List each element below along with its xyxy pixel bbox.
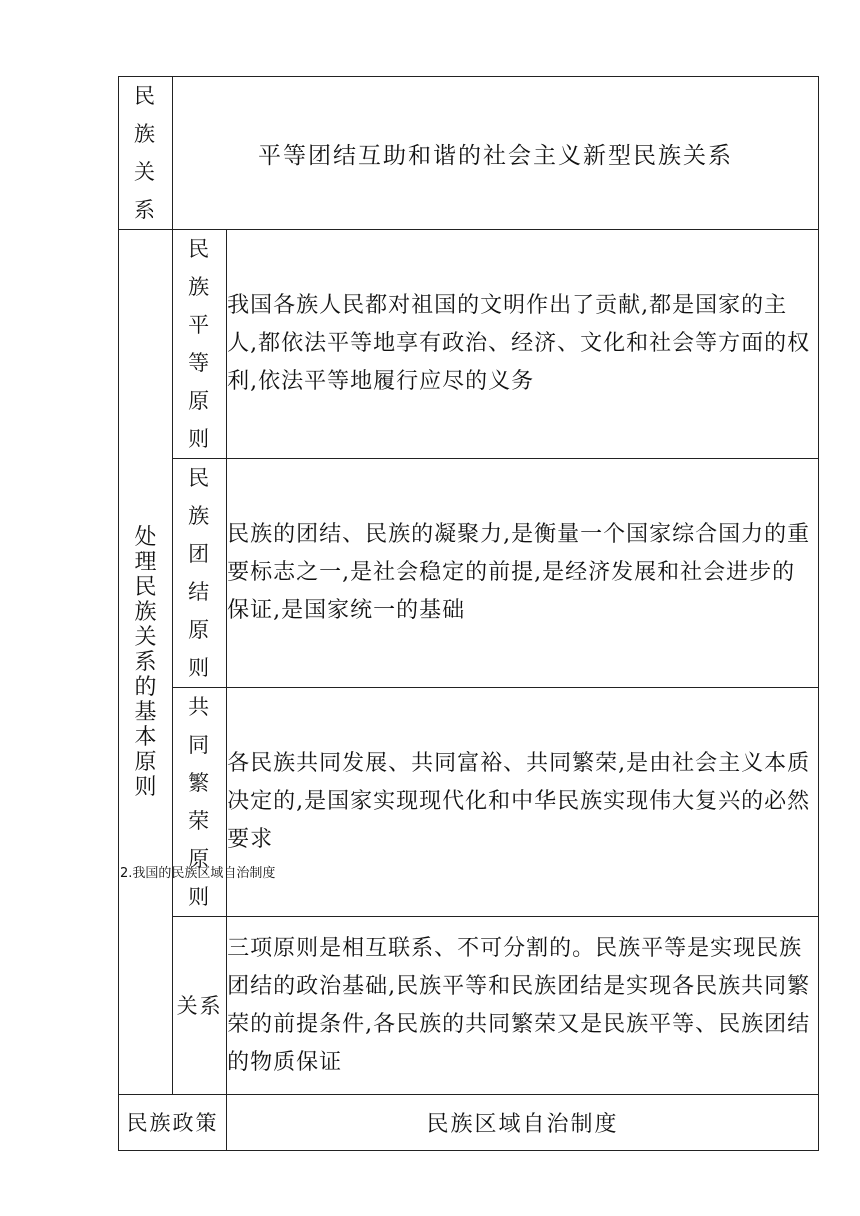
table-row: [119, 1095, 819, 1151]
principles-label-cell: [119, 230, 173, 1095]
table-row: [119, 459, 819, 688]
row-label-cell: [173, 917, 227, 1095]
row-label-cell: [173, 459, 227, 688]
row-text-unity: 民族的团结、民族的凝聚力,是衡量一个国家综合国力的重要标志之一,是社会稳定的前提,是经济发展和社会进步的保证,是国家统一的基础: [227, 459, 819, 688]
relation-label-cell: [119, 77, 173, 230]
row-text-equality: 我国各族人民都对祖国的文明作出了贡献,都是国家的主人,都依法平等地享有政治、经济、文化和社会等方面的权利,依法平等地履行应尽的义务: [227, 230, 819, 459]
row-text-relation: 三项原则是相互联系、不可分割的。民族平等是实现民族团结的政治基础,民族平等和民族团结是实现各民族共同繁荣的前提条件,各民族的共同繁荣又是民族平等、民族团结的物质保证: [227, 917, 819, 1095]
footnote: 2.我国的民族区域自治制度: [120, 866, 276, 881]
table-row: [119, 77, 819, 230]
row-label-relation: 关系: [176, 993, 223, 1018]
row-text-prosperity: 各民族共同发展、共同富裕、共同繁荣,是由社会主义本质决定的,是国家实现现代化和中华民族实现伟大复兴的必然要求: [227, 688, 819, 917]
table-row: [119, 688, 819, 917]
table-row: [119, 230, 819, 459]
relation-label: 民族关系: [134, 84, 158, 222]
ethnic-relations-table: [118, 76, 819, 1151]
row-label-equality: 民族平等原则: [188, 237, 212, 451]
relation-value: 平等团结互助和谐的社会主义新型民族关系: [173, 77, 819, 230]
row-label-prosperity: 共同繁荣原则: [188, 695, 212, 909]
row-label-unity: 民族团结原则: [188, 466, 212, 680]
table-row: [119, 917, 819, 1095]
principles-label: 处理民族关系的基本原则: [134, 524, 157, 800]
policy-label: 民族政策: [119, 1095, 227, 1151]
row-label-cell: [173, 230, 227, 459]
row-label-cell: [173, 688, 227, 917]
policy-value: 民族区域自治制度: [227, 1095, 819, 1151]
